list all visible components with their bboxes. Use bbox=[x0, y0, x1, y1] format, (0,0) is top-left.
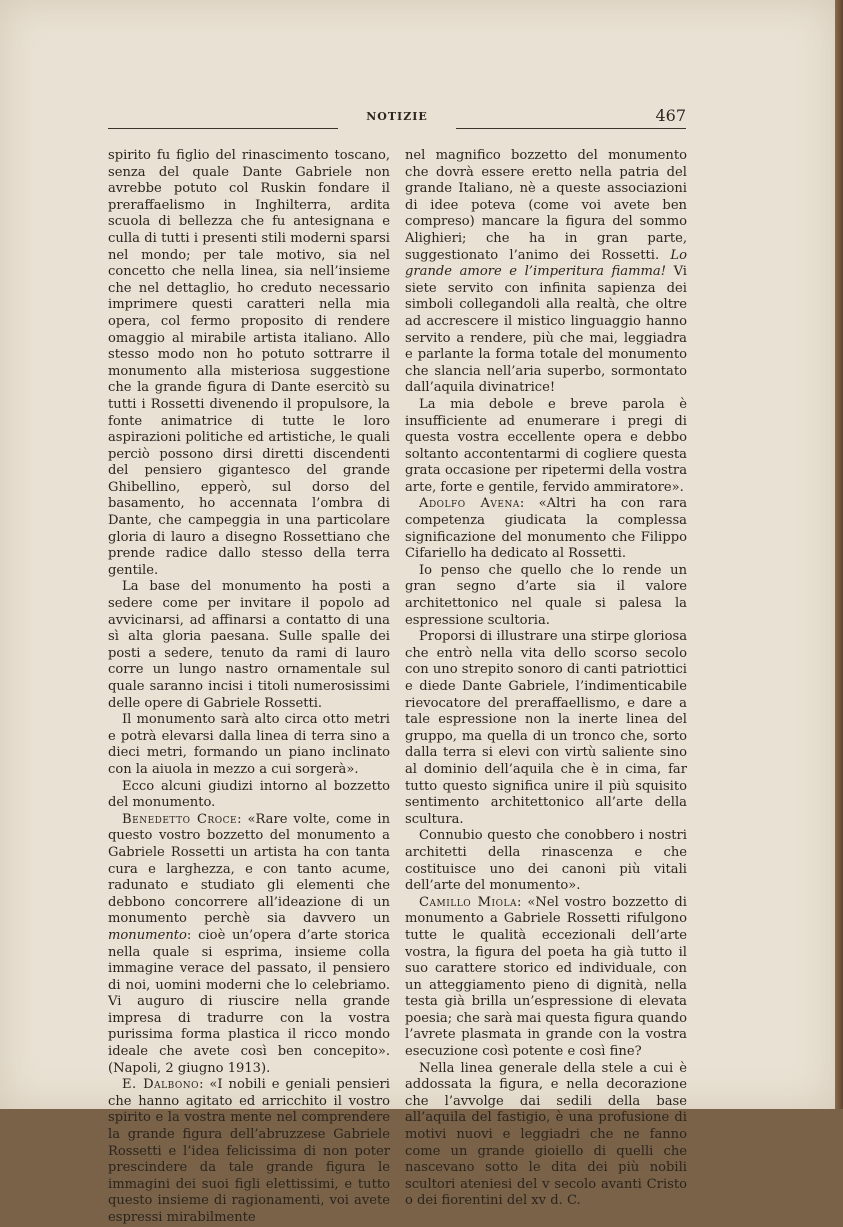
paragraph-croce bbox=[108, 812, 390, 1078]
quote-text: : «I nobili e geniali pensieri che hanno agitato ed arricchito il vostro spirito e la vostra mente nel comprendere la grande figura dell’abruzzese Gabriele Rossetti e l’idea felicissima di non poter prescindere da tale grande figura le immagini dei suoi figli elettissimi, e tutto questo insieme di ragionamenti, voi avete espressi mirabilmente bbox=[108, 1077, 390, 1225]
author-name: E. Dalbono bbox=[122, 1077, 200, 1093]
paragraph: Proporsi di illustrare una stirpe gloriosa che entrò nella vita dello scorso secolo con uno strepito sonoro di canti patriottici e diede Dante Gabriele, l’indimenticabile rievocatore del preraffaellismo, e dare a tale espressione non la inerte linea del gruppo, ma quella di un tronco che, sorto dalla terra si elevi con virtù saliente sino al dominio dell’aquila che è in cima, far tutto questo significa unire il più squisito sentimento architettonico all’arte della scultura. bbox=[405, 629, 687, 827]
header-rule-right bbox=[456, 128, 686, 129]
author-name: Adolfo Avena bbox=[419, 496, 520, 512]
page-number: 467 bbox=[655, 106, 686, 125]
paragraph: La mia debole e breve parola è insufficiente ad enumerare i pregi di questa vostra eccellente opera e debbo soltanto accontentarmi di cogliere questa grata occasione per ripetermi della vostra arte, forte e gentile, fervido ammiratore». bbox=[405, 396, 687, 495]
right-column bbox=[405, 148, 687, 1210]
paragraph bbox=[405, 148, 687, 397]
header-rule-left bbox=[108, 128, 338, 129]
page-edge bbox=[835, 0, 843, 1109]
quote-text: : cioè un’opera d’arte storica nella quale si esprima, insieme colla immagine verace del passato, il pensiero di noi, uomini moderni che lo celebriamo. Vi auguro di riuscire nella grande impresa di tradurre con la vostra purissima forma plastica il ricco mondo ideale che avete così ben concepito». (Napoli, 2 giugno 1913). bbox=[108, 927, 390, 1076]
paragraph: spirito fu figlio del rinascimento toscano, senza del quale Dante Gabriele non avrebbe potuto col Ruskin fondare il preraffaelismo in Inghilterra, ardita scuola di bellezza che fu antesignana e culla di tutti i presenti stili moderni sparsi nel mondo; per tale motivo, sia nel concetto che nella linea, sia nell’insieme che nel dettaglio, ho creduto necessario imprimere questi caratteri nella mia opera, col fermo proposito di rendere omaggio al mirabile artista italiano. Allo stesso modo non ho potuto sottrarre il monumento alla misteriosa suggestione che la grande figura di Dante esercitò su tutti i Rossetti divenendo il propulsore, la fonte animatrice di tutte le loro aspirazioni politiche ed artistiche, le quali perciò possono dirsi diretti discendenti del pensiero gigantesco del grande Ghibellino, epperò, sul dorso del basamento, ho accennata l’ombra di Dante, che campeggia in una particolare gloria di lauro a disegno Rossettiano che prende radice dallo stesso della terra gentile. bbox=[108, 148, 390, 578]
paragraph-avena bbox=[405, 496, 687, 562]
running-title: NOTIZIE bbox=[366, 110, 428, 123]
paragraph: Ecco alcuni giudizi intorno al bozzetto del monumento. bbox=[108, 778, 390, 811]
text-run: Vi siete servito con infinita sapienza dei simboli collegandoli alla realtà, che oltre ad accrescere il mistico linguaggio hanno servito a rendere, più che mai, leggiadra e parlante la forma totale del monumento che slancia nell’aria superbo, sormontato dall’aquila divinatrice! bbox=[405, 264, 687, 396]
quote-text: : «Nel vostro bozzetto di monumento a Gabriele Rossetti rifulgono tutte le qualità eccezionali dell’arte vostra, la figura del poeta ha già tutto il suo carattere storico ed individuale, con un atteggiamento pieno di dignità, nella testa già brilla un’espressione di elevata poesia; che sarà mai questa figura quando l’avrete plasmata in grande con la vostra esecuzione così potente e così fine? bbox=[405, 894, 687, 1060]
quote-text: : «Rare volte, come in questo vostro bozzetto del monumento a Gabriele Rossetti un artista ha con tanta cura e larghezza, e con tanto acume, radunato e studiato gli elementi che debbono concorrere all’ideazione di un monumento perchè sia davvero un bbox=[108, 811, 391, 927]
text-run: nel magnifico bozzetto del monumento che dovrà essere eretto nella patria del grande Italiano, nè a queste associazioni di idee poteva (come voi avete ben compreso) mancare la figura del sommo Alighieri; che ha in gran parte, suggestionato l’animo dei Rossetti. bbox=[405, 148, 687, 263]
paragraph: Io penso che quello che lo rende un gran segno d’arte sia il valore architettonico nel quale si palesa la espressione scultoria. bbox=[405, 562, 687, 628]
paragraph: Il monumento sarà alto circa otto metri e potrà elevarsi dalla linea di terra sino a dieci metri, formando un piano inclinato con la aiuola in mezzo a cui sorgerà». bbox=[108, 712, 390, 777]
paragraph: Connubio questo che conobbero i nostri architetti della rinascenza e che costituisce uno dei canoni più vitali dell’arte del monumento». bbox=[405, 828, 687, 894]
paragraph-dalbono bbox=[108, 1077, 390, 1226]
paragraph: La base del monumento ha posti a sedere come per invitare il popolo ad avvicinarsi, ad affinarsi a contatto di una sì alta gloria paesana. Sulle spalle dei posti a sedere, tenuto da rami di lauro corre un lungo nastro ornamentale sul quale saranno incisi i titoli numerosissimi delle opere di Gabriele Rossetti. bbox=[108, 579, 390, 711]
quote-text: : «Altri ha con rara competenza giudicata la complessa significazione del monumento che Filippo Cifariello ha dedicato al Rossetti. bbox=[405, 496, 687, 562]
italic-phrase: Lo grande amore e l’imperitura fiamma! bbox=[405, 247, 687, 280]
paragraph-miola bbox=[405, 895, 687, 1061]
italic-word: monumento bbox=[108, 927, 187, 943]
paragraph: Nella linea generale della stele a cui è addossata la figura, e nella decorazione che l’avvolge dai sedili della base all’aquila del fastigio, è una profusione di motivi nuovi e leggiadri che ne fanno come un grande gioiello di quelli che nascevano sotto le dita dei più nobili scultori ateniesi del v secolo avanti Cristo o dei fiorentini del xv d. C. bbox=[405, 1060, 687, 1209]
author-name: Benedetto Croce bbox=[122, 811, 238, 827]
left-column bbox=[108, 148, 390, 1227]
running-head bbox=[108, 108, 686, 128]
author-name: Camillo Miola bbox=[419, 894, 517, 910]
